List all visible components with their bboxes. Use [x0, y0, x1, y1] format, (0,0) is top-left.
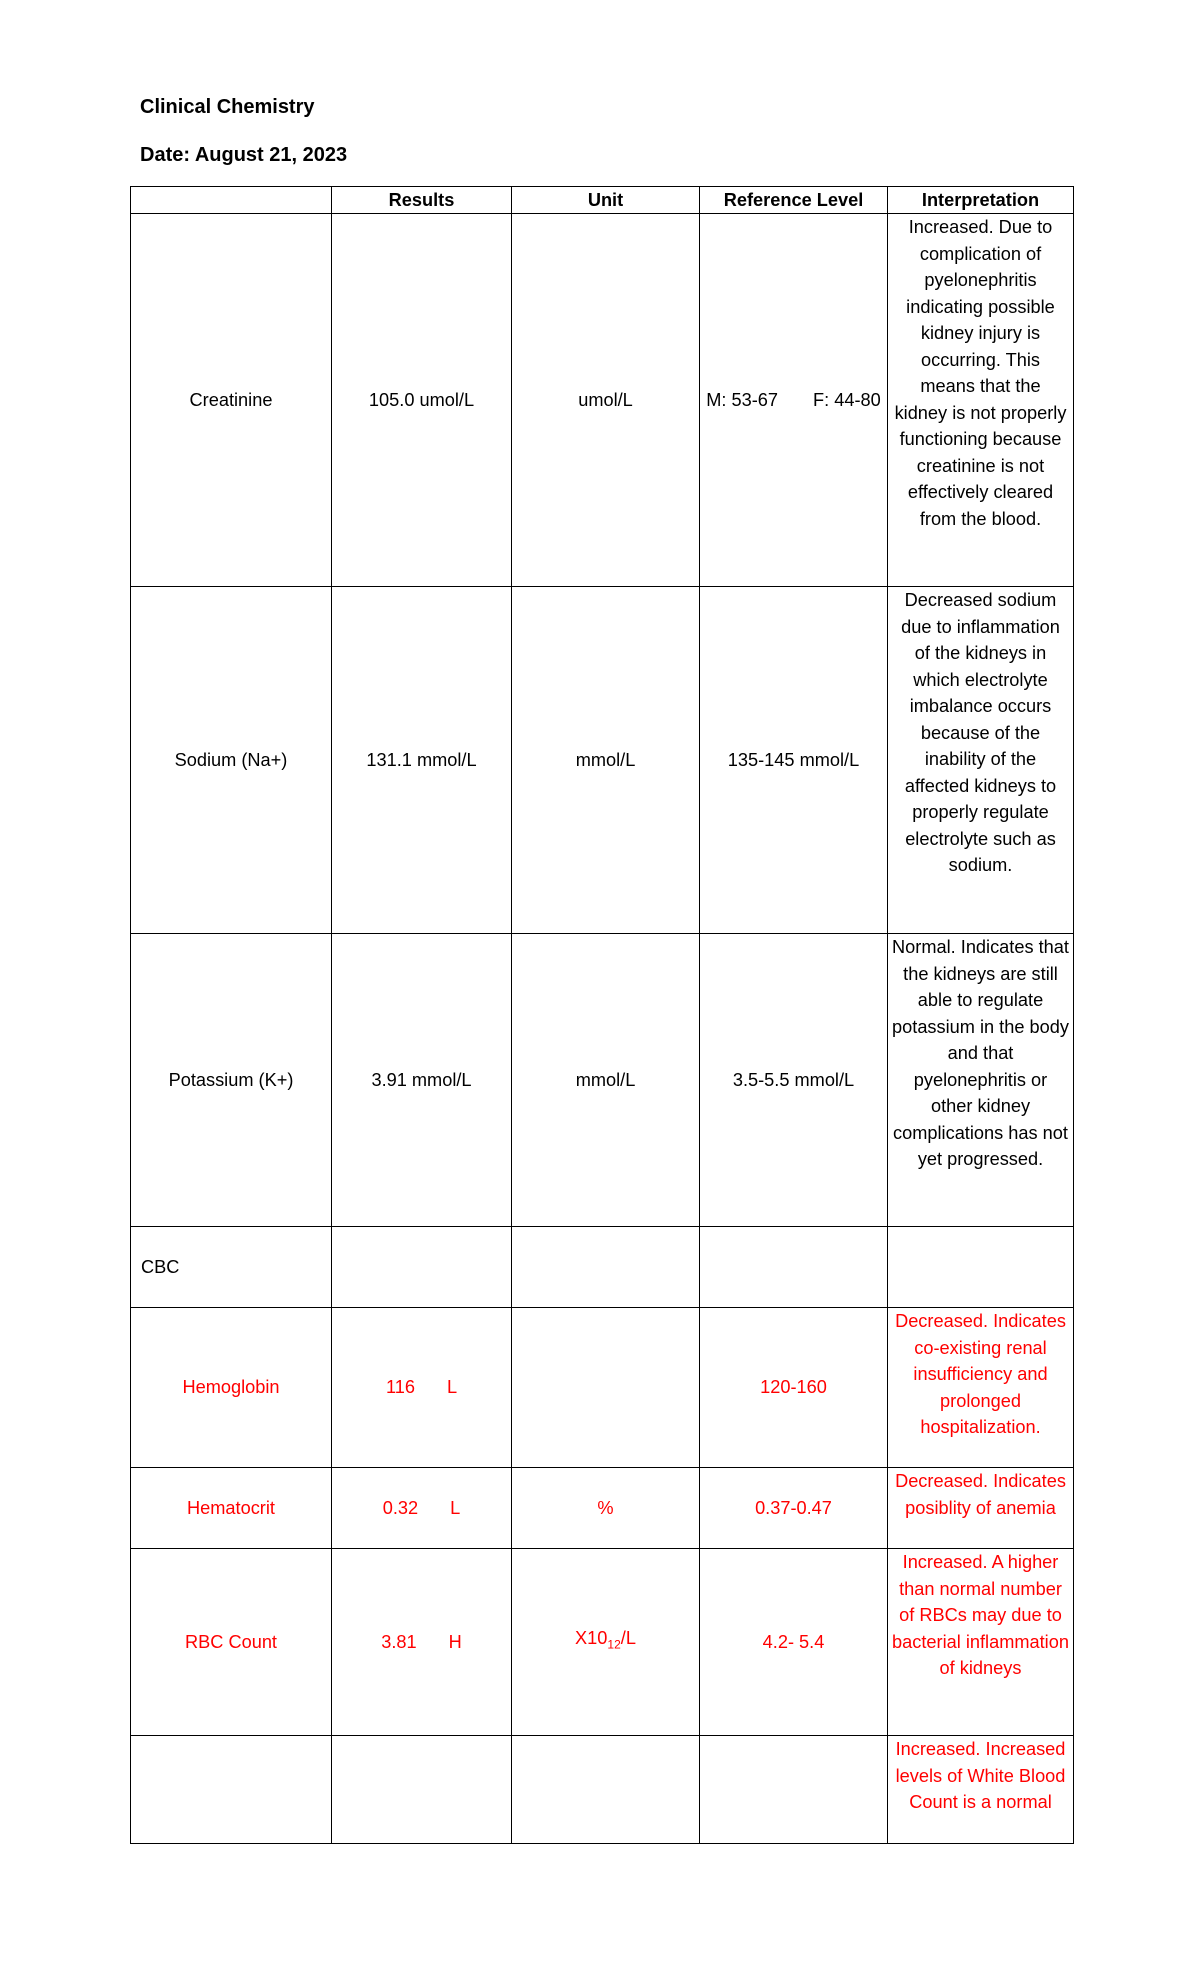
test-interpretation: Increased. Due to complication of pyelonephritis indicating possible kidney injury is occurring. This means that the kidney is not properly functioning because creatinine is not effectively cleared from the blood.: [888, 214, 1074, 587]
test-unit: mmol/L: [512, 587, 700, 934]
test-unit: [512, 1308, 700, 1468]
test-interpretation: Decreased. Indicates co-existing renal insufficiency and prolonged hospitalization.: [888, 1308, 1074, 1468]
test-reference: [700, 214, 888, 587]
header-results: Results: [332, 187, 512, 214]
header-unit: Unit: [512, 187, 700, 214]
table-row-hematocrit: [131, 1468, 1074, 1549]
test-result: [332, 1468, 512, 1549]
result-flag: L: [446, 1377, 458, 1398]
test-name: RBC Count: [131, 1549, 332, 1736]
test-name: Hemoglobin: [131, 1308, 332, 1468]
test-result: 131.1 mmol/L: [332, 587, 512, 934]
test-interpretation: Increased. Increased levels of White Blood Count is a normal: [888, 1736, 1074, 1844]
table-row-cbc-section: [131, 1227, 1074, 1308]
test-interpretation: Decreased sodium due to inflammation of the kidneys in which electrolyte imbalance occurs because of the inability of the affected kidneys to properly regulate electrolyte such as sodium.: [888, 587, 1074, 934]
table-row-hemoglobin: [131, 1308, 1074, 1468]
test-result: [332, 1549, 512, 1736]
unit-exponent: 12: [607, 1638, 621, 1653]
table-row-sodium: [131, 587, 1074, 934]
test-unit: mmol/L: [512, 934, 700, 1227]
test-name: Potassium (K+): [131, 934, 332, 1227]
test-interpretation: Normal. Indicates that the kidneys are still able to regulate potassium in the body and that pyelonephritis or other kidney complications has not yet progressed.: [888, 934, 1074, 1227]
section-label: CBC: [131, 1227, 332, 1308]
test-reference: 120-160: [700, 1308, 888, 1468]
test-name: Hematocrit: [131, 1468, 332, 1549]
table-row-creatinine: [131, 214, 1074, 587]
test-name: Sodium (Na+): [131, 587, 332, 934]
results-table: [130, 186, 1074, 1844]
test-result: [332, 1308, 512, 1468]
result-flag: L: [450, 1497, 461, 1518]
test-interpretation: Increased. A higher than normal number of RBCs may due to bacterial inflammation of kidneys: [888, 1549, 1074, 1736]
test-unit: umol/L: [512, 214, 700, 587]
reference-male: M: 53-67: [706, 389, 778, 410]
document-date: Date: August 21, 2023: [140, 144, 348, 166]
table-row-wbc-partial: [131, 1736, 1074, 1844]
test-reference: 4.2- 5.4: [700, 1549, 888, 1736]
document-title: Clinical Chemistry: [140, 96, 315, 118]
test-name: [131, 1736, 332, 1844]
header-interpretation: Interpretation: [888, 187, 1074, 214]
result-value: 0.32: [382, 1497, 419, 1518]
test-result: 3.91 mmol/L: [332, 934, 512, 1227]
result-value: 116: [385, 1377, 415, 1398]
test-unit: [512, 1549, 700, 1736]
unit-prefix: X10: [575, 1628, 608, 1649]
reference-female: F: 44-80: [813, 389, 881, 410]
test-interpretation: Decreased. Indicates posiblity of anemia: [888, 1468, 1074, 1549]
test-reference: 3.5-5.5 mmol/L: [700, 934, 888, 1227]
result-value: 3.81: [381, 1631, 417, 1652]
test-reference: 0.37-0.47: [700, 1468, 888, 1549]
unit-suffix: /L: [620, 1628, 636, 1649]
header-reference: Reference Level: [700, 187, 888, 214]
result-flag: H: [448, 1631, 462, 1652]
table-header-row: [131, 187, 1074, 214]
test-name: Creatinine: [131, 214, 332, 587]
test-unit: %: [512, 1468, 700, 1549]
table-row-rbc-count: [131, 1549, 1074, 1736]
test-result: 105.0 umol/L: [332, 214, 512, 587]
header-test: [131, 187, 332, 214]
table-row-potassium: [131, 934, 1074, 1227]
test-reference: 135-145 mmol/L: [700, 587, 888, 934]
